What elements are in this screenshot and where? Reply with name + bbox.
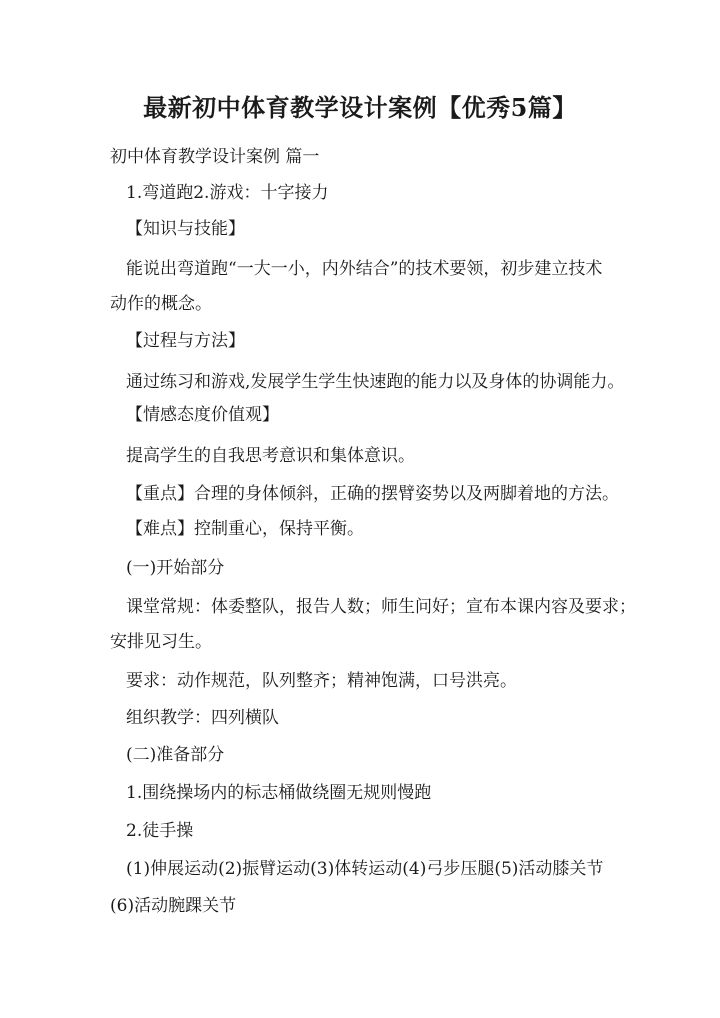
subheading: (二)准备部分 <box>126 745 225 765</box>
paragraph-line: 2.徒手操 <box>126 821 194 841</box>
paragraph-line: 通过练习和游戏,发展学生学生快速跑的能力以及身体的协调能力。 <box>126 372 625 392</box>
paragraph-line: 【难点】控制重心，保持平衡。 <box>126 519 364 539</box>
paragraph-line: (6)活动腕踝关节 <box>110 896 237 916</box>
subheading: 【过程与方法】 <box>126 331 245 351</box>
paragraph-line: (1)伸展运动(2)振臂运动(3)体转运动(4)弓步压腿(5)活动膝关节 <box>126 859 604 879</box>
paragraph-line: 1.围绕操场内的标志桶做绕圈无规则慢跑 <box>126 783 432 803</box>
document-title: 最新初中体育教学设计案例【优秀5篇】 <box>143 93 577 122</box>
subheading: 【知识与技能】 <box>126 219 245 239</box>
subheading: (一)开始部分 <box>126 558 225 578</box>
paragraph-line: 安排见习生。 <box>110 632 212 652</box>
paragraph-line: 动作的概念。 <box>110 294 212 314</box>
paragraph-line: 能说出弯道跑“一大一小，内外结合”的技术要领，初步建立技术 <box>126 259 603 279</box>
paragraph-line: 1.弯道跑2.游戏：十字接力 <box>126 183 329 203</box>
paragraph-line: 课堂常规：体委整队，报告人数；师生问好；宣布本课内容及要求； <box>126 597 636 617</box>
paragraph-line: 提高学生的自我思考意识和集体意识。 <box>126 446 415 466</box>
section-heading: 初中体育教学设计案例 篇一 <box>110 147 320 167</box>
paragraph-line: 要求：动作规范，队列整齐；精神饱满，口号洪亮。 <box>126 671 517 691</box>
paragraph-line: 组织教学：四列横队 <box>126 708 279 728</box>
paragraph-line: 【重点】合理的身体倾斜，正确的摆臂姿势以及两脚着地的方法。 <box>126 484 619 504</box>
subheading: 【情感态度价值观】 <box>126 405 279 425</box>
